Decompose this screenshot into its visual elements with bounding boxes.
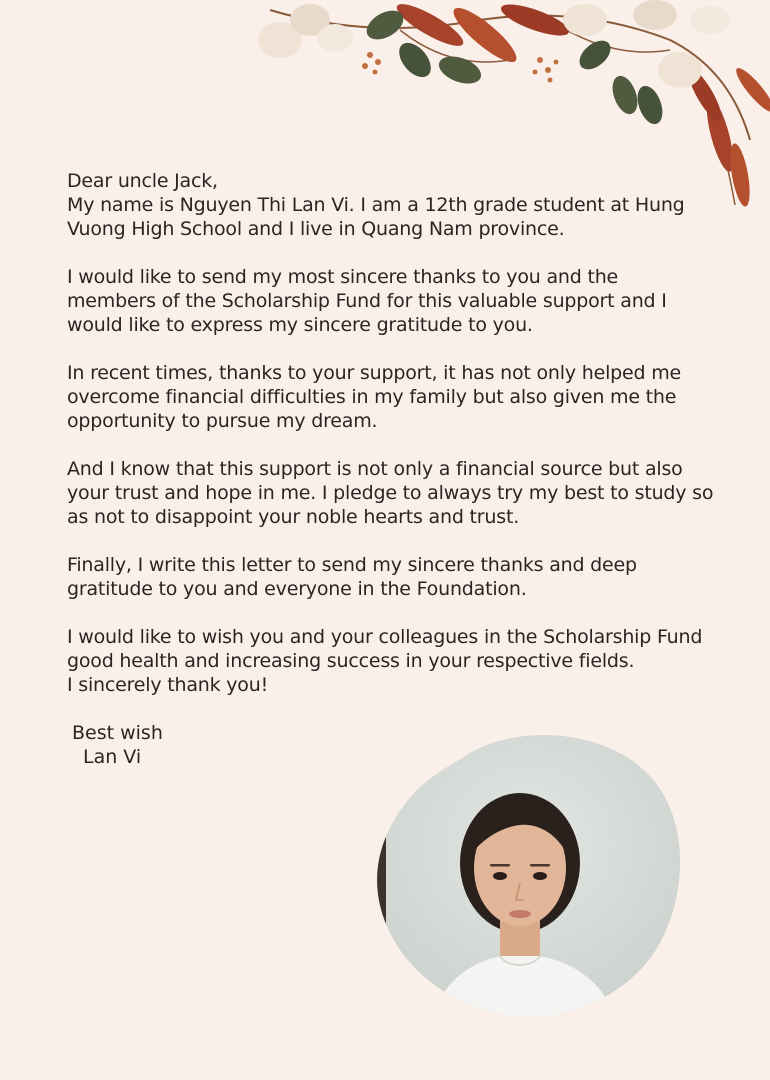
letter-signature: Lan Vi <box>83 746 142 768</box>
letter-closing: Best wish <box>72 722 163 744</box>
letter-paragraph: And I know that this support is not only a financial source but also your trust and hope in me. I pledge to always try my best to study so as not to disappoint your noble hearts and trust. <box>67 458 714 528</box>
letter-signoff <box>72 721 163 769</box>
letter-greeting-and-intro <box>67 169 757 241</box>
letter-paragraph: In recent times, thanks to your support, it has not only helped me overcome financial difficulties in my family but also given me the opportunity to pursue my dream. <box>67 362 681 432</box>
letter-paragraph: My name is Nguyen Thi Lan Vi. I am a 12th grade student at Hung Vuong High School and I live in Quang Nam province. <box>67 194 685 240</box>
letter-body <box>67 169 757 721</box>
student-portrait-photo <box>372 728 684 1020</box>
letter-paragraph: Finally, I write this letter to send my sincere thanks and deep gratitude to you and everyone in the Foundation. <box>67 554 637 600</box>
letter-paragraph: I would like to send my most sincere thanks to you and the members of the Scholarship Fund for this valuable support and I would like to express my sincere gratitude to you. <box>67 266 667 336</box>
letter-paragraph: I would like to wish you and your colleagues in the Scholarship Fund good health and increasing success in your respective fields. I sincerely thank you! <box>67 626 703 696</box>
letter-greeting: Dear uncle Jack, <box>67 170 218 192</box>
